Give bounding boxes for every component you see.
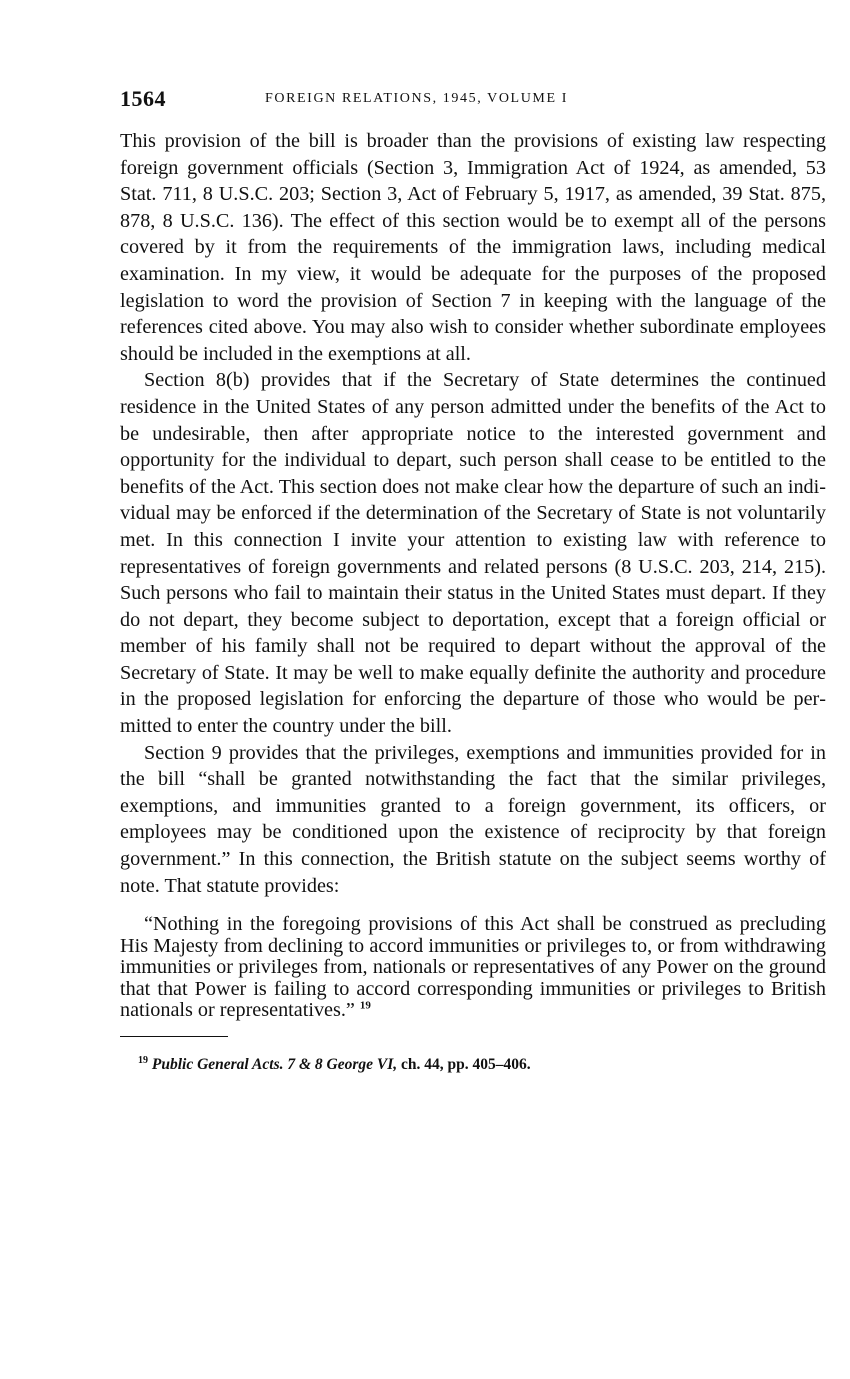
paragraph-section-7: This provision of the bill is broader than the provisions of existing law respecting foreign government officials (Section 3, Immigration Act of 1924, as amended, 53 Stat. 711, 8 U.S.C. 203; Section 3, Act of February 5, 1917, as amended, 39 Stat. 875, 878, 8 U.S.C. 136). The effect of this section would be to exempt all of the persons covered by it from the requirements of the immigration laws, including medical examination. In my view, it would be adequate for the purposes of the proposed legislation to word the provision of Section 7 in keeping with the language of the references cited above. You may also wish to consider whether subordinate employees should be included in the exemptions at all. (120, 130, 826, 365)
running-title: FOREIGN RELATIONS, 1945, VOLUME I (265, 91, 568, 106)
quote-text: “Nothing in the foregoing provisions of this Act shall be construed as precluding His Majesty from declining to accord immunities or privileges to, or from withdrawing immunities or privileges from, nationals or representatives of any Power on the ground that that Power is failing to accord corresponding immunities or privileges to British nationals or representatives.” (120, 913, 826, 1022)
footnote-reference: 19 (359, 999, 371, 1012)
body-text (120, 128, 826, 899)
document-page (120, 86, 826, 1075)
footnote (138, 1051, 826, 1075)
running-head (120, 86, 826, 116)
footnote-number: 19 (138, 1054, 148, 1066)
footnote-divider (120, 1036, 228, 1037)
page-number: 1564 (120, 86, 166, 111)
footnote-title: Public General Acts. 7 & 8 George VI, (151, 1055, 398, 1073)
footnote-citation: ch. 44, pp. 405–406. (397, 1055, 531, 1073)
paragraph-section-8b: Section 8(b) provides that if the Secretary of State determines the continued residence in the United States of any person admitted under the benefits of the Act to be undesirable, then after appropriate notice to the interested government and opportunity for the individual to depart, such person shall cease to be entitled to the benefits of the Act. This section does not make clear how the departure of such an individual may be enforced if the determination of the Secretary of State is not voluntarily met. In this connection I invite your attention to existing law with reference to representatives of foreign governments and related persons (8 U.S.C. 203, 214, 215). Such persons who fail to maintain their status in the United States must depart. If they do not depart, they become subject to deportation, except that a foreign official or member of his family shall not be required to depart without the approval of the Secretary of State. It may be well to make equally definite the authority and procedure in the proposed legislation for enforcing the departure of those who would be permitted to enter the country under the bill. (120, 369, 826, 738)
paragraph-section-9: Section 9 provides that the privileges, exemptions and immunities provided for in the bill “shall be granted notwithstanding the fact that the similar privileges, exemptions, and immunities granted to a foreign government, its officers, or employees may be conditioned upon the existence of reciprocity by that foreign government.” In this connection, the British statute on the subject seems worthy of note. That statute provides: (120, 741, 826, 897)
block-quote (120, 914, 826, 1022)
